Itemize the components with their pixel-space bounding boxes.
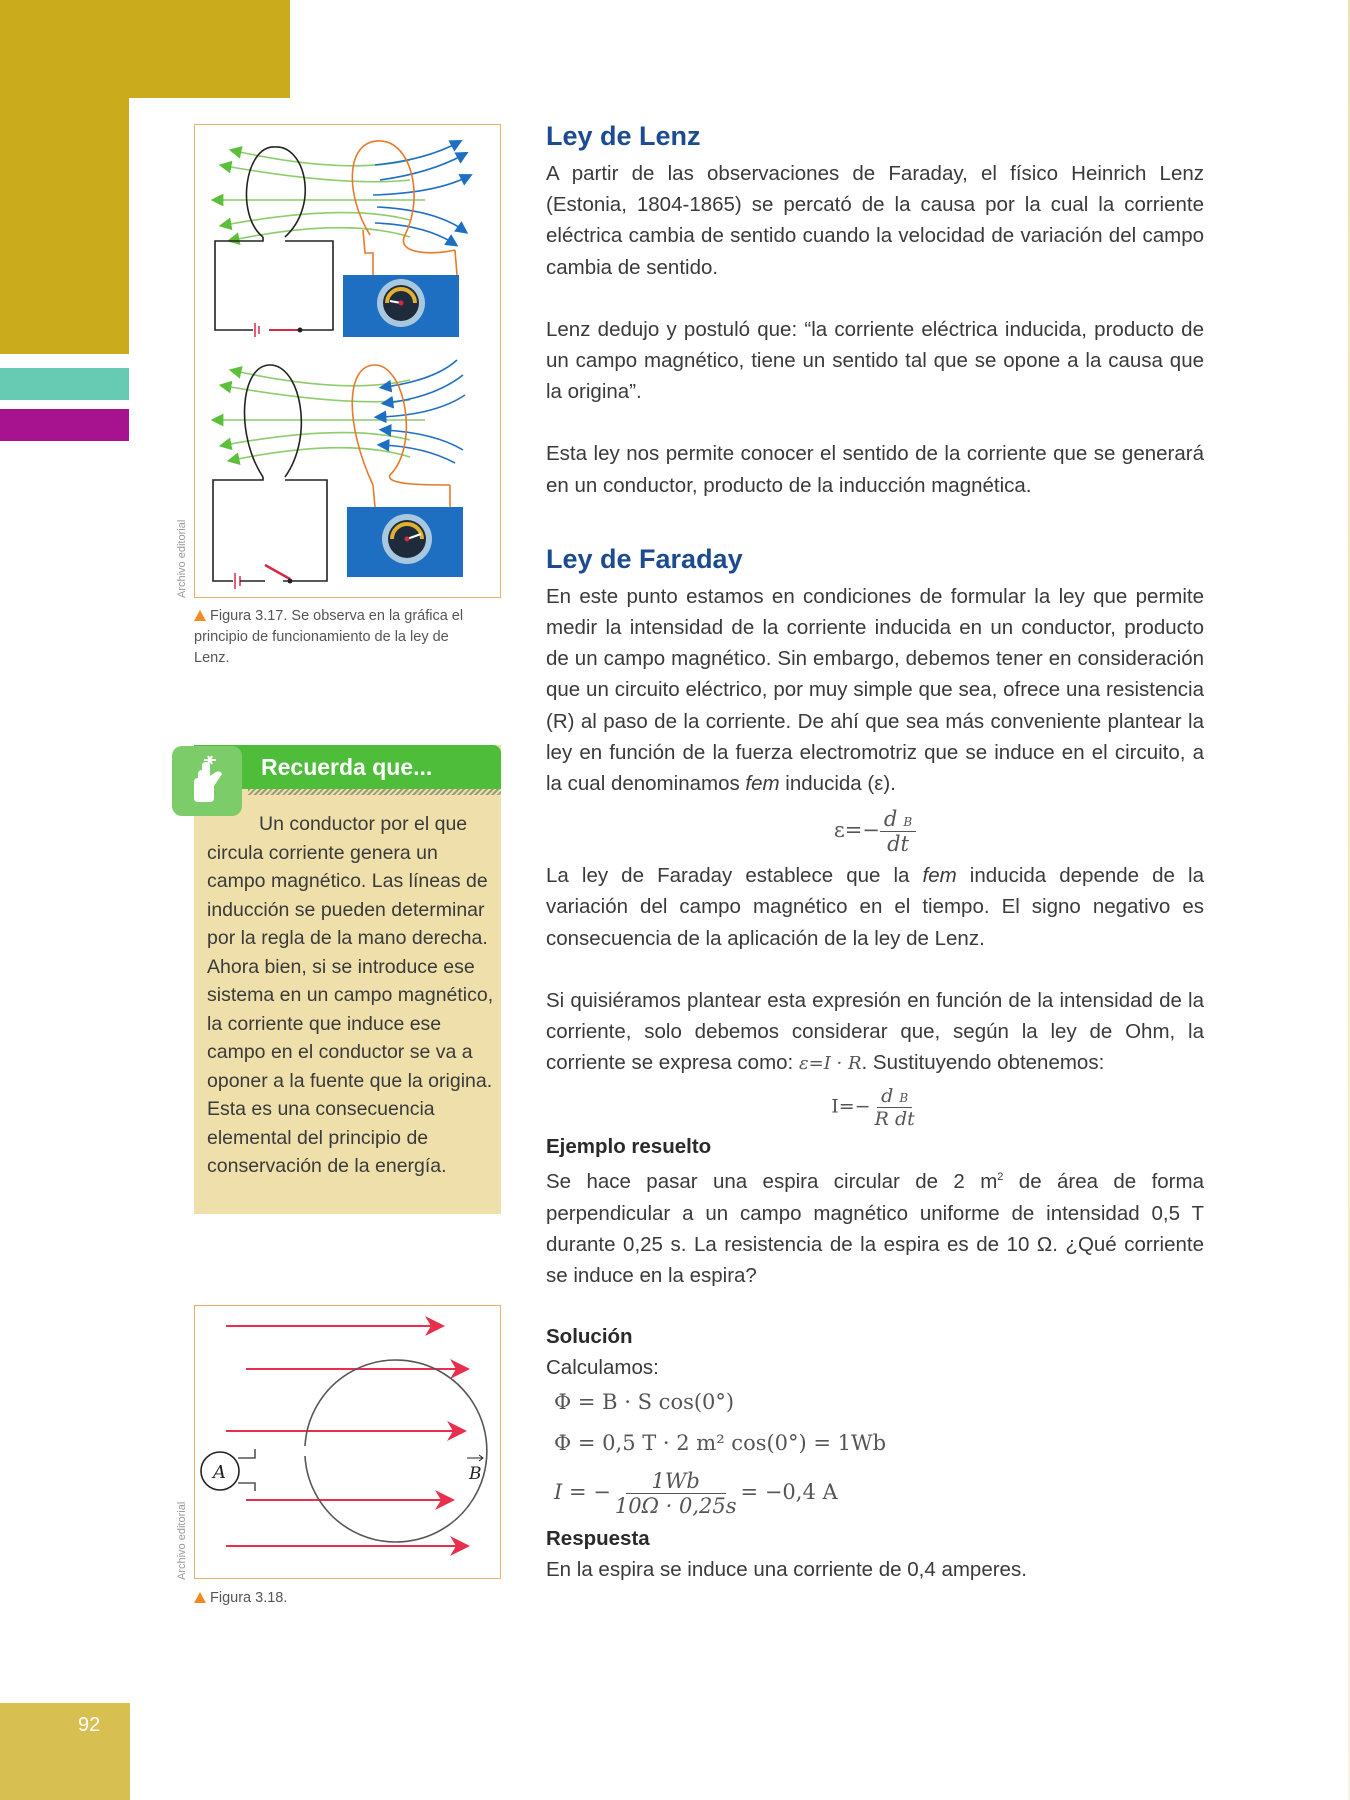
answer-title: Respuesta	[546, 1527, 650, 1551]
svg-text:A: A	[213, 1462, 226, 1483]
triangle-icon	[194, 610, 206, 621]
figure-caption: Figura 3.17. Se observa en la gráfica el principio de funcionamiento de la ley de Lenz.	[194, 608, 464, 666]
image-credit: Archivo editorial	[176, 519, 188, 598]
paragraph: La ley de Faraday establece que la fem inducida depende de la variación del campo magnético en el tiempo. El signo negativo es consecuencia de la aplicación de la ley de Lenz.	[546, 864, 1204, 950]
remember-title: Recuerda que...	[261, 754, 433, 780]
main-column	[546, 120, 1204, 1586]
example-title: Ejemplo resuelto	[546, 1135, 712, 1159]
equation-current-value: I = − $\frac{1Wb}{10\Omega \cdot 0,25s}$ = −0,4 A	[554, 1469, 838, 1519]
figure-3-17	[194, 124, 501, 598]
equation-current: I=− $\frac{\text{d B}}{\text{R dt}}$	[831, 1085, 915, 1131]
section-title-lenz: Ley de Lenz	[546, 121, 701, 151]
answer-text: En la espira se induce una corriente de 0,4 amperes.	[546, 1558, 1027, 1582]
equation-flux-value: Φ = 0,5 T · 2 m² cos(0°) = 1Wb	[554, 1431, 887, 1456]
decorative-teal-bar	[0, 368, 129, 400]
section-title-faraday: Ley de Faraday	[546, 543, 743, 574]
paragraph: Lenz dedujo y postuló que: “la corriente eléctrica inducida, producto de un campo magnético, tiene un sentido tal que se opone a la causa que la origina”.	[546, 317, 1204, 404]
figure-3-18	[194, 1305, 501, 1579]
remember-text: Un conductor por el que circula corriente genera un campo magnético. Las líneas de inducción se pueden determinar por la regla de la mano derecha. Ahora bien, si se introduce ese sistema en un campo magnético, la corriente que induce ese campo en el conductor se va a oponer a la fuente que la origina. Esta es una consecuencia elemental del principio de conservación de la energía.	[207, 813, 494, 1177]
paragraph: Esta ley nos permite conocer el sentido de la corriente que se generará en un conductor, producto de la inducción magnética.	[546, 442, 1204, 497]
triangle-icon	[194, 1592, 206, 1603]
page-number: 92	[78, 1714, 101, 1736]
page-number-tab	[0, 1703, 130, 1800]
decorative-gold-band-side	[0, 0, 129, 354]
equation-flux: Φ = B · S cos(0°)	[554, 1390, 735, 1415]
loop-in-field-diagram-icon	[195, 1306, 502, 1580]
paragraph: Si quisiéramos plantear esta expresión en función de la intensidad de la corriente, solo debemos considerar que, según la ley de Ohm, la corriente se expresa como: ε=I · R. Sustituyendo obtenemos:	[546, 988, 1204, 1075]
calc-label: Calculamos:	[546, 1356, 659, 1380]
finger-ribbon-icon	[172, 746, 242, 816]
example-problem: Se hace pasar una espira circular de 2 $m^2$ de área de forma perpendicular a un campo magnético uniforme de intensidad 0,5 T durante 0,25 s. La resistencia de la espira es de 10 Ω. ¿Qué corriente se induce en la espira?	[546, 1170, 1204, 1287]
remember-divider	[248, 789, 501, 795]
lenz-diagram-icon	[195, 125, 502, 599]
paragraph: A partir de las observaciones de Faraday, el físico Heinrich Lenz (Estonia, 1804-1865) se percató de la causa por la cual la corriente eléctrica cambia de sentido cuando la velocidad de variación del campo cambia de sentido.	[546, 162, 1204, 279]
svg-text:B: B	[469, 1464, 482, 1484]
figure-caption: Figura 3.18.	[194, 1588, 484, 1609]
image-credit: Archivo editorial	[176, 1501, 188, 1580]
decorative-magenta-bar	[0, 409, 129, 441]
equation-faraday: ε=− $\frac{\text{d B}}{dt}$	[546, 807, 1204, 856]
paragraph: En este punto estamos en condiciones de formular la ley que permite medir la intensidad de la corriente inducida en un conductor, producto de un campo magnético. Sin embargo, debemos tener en consideración que un circuito eléctrico, por muy simple que sea, ofrece una resistencia (R) al paso de la corriente. De ahí que sea más conveniente plantear la ley en función de la fuerza electromotriz que se induce en el circuito, a la cual denominamos fem inducida (ε).	[546, 584, 1204, 796]
solution-title: Solución	[546, 1325, 633, 1349]
